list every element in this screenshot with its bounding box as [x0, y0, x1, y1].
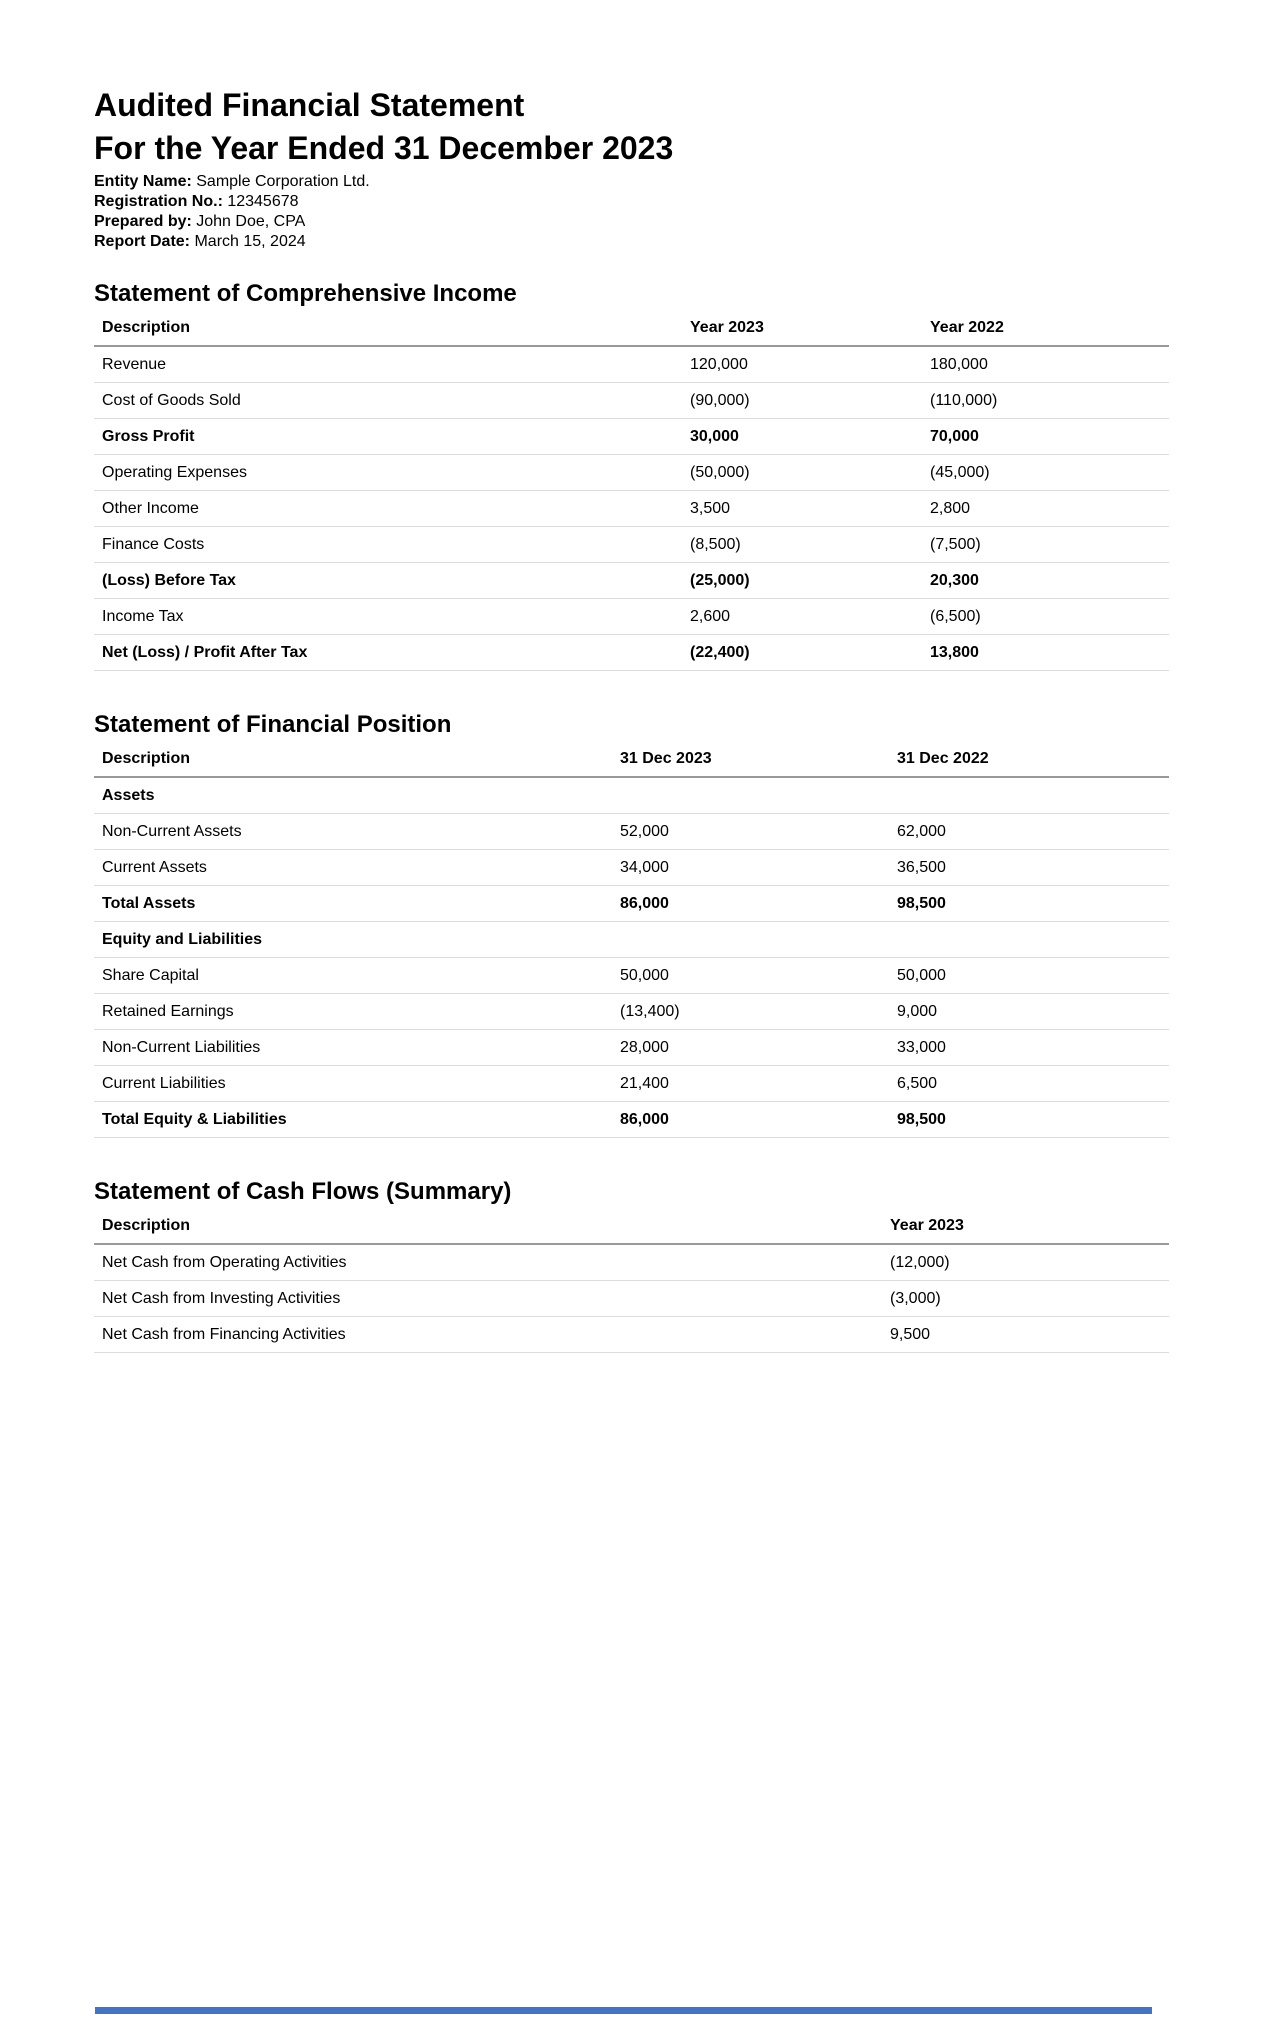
table-header-row	[94, 1208, 1169, 1244]
row-description: Assets	[94, 777, 620, 814]
row-value: 52,000	[620, 814, 897, 850]
column-header: Description	[94, 741, 620, 777]
row-value: (12,000)	[890, 1244, 1169, 1281]
row-description: Total Assets	[94, 886, 620, 922]
row-value: (7,500)	[930, 527, 1169, 563]
row-value: (6,500)	[930, 599, 1169, 635]
row-value: (45,000)	[930, 455, 1169, 491]
row-description: Total Equity & Liabilities	[94, 1102, 620, 1138]
table-row	[94, 886, 1169, 922]
row-value: 86,000	[620, 886, 897, 922]
row-description: Finance Costs	[94, 527, 690, 563]
row-value: (8,500)	[690, 527, 930, 563]
column-header: Year 2023	[890, 1208, 1169, 1244]
table-row	[94, 814, 1169, 850]
table-header-row	[94, 741, 1169, 777]
row-value: 62,000	[897, 814, 1169, 850]
row-description: Net Cash from Financing Activities	[94, 1317, 890, 1353]
row-value: (90,000)	[690, 383, 930, 419]
row-value: 50,000	[620, 958, 897, 994]
row-value: (110,000)	[930, 383, 1169, 419]
table-row	[94, 1317, 1169, 1353]
meta-line: Report Date: March 15, 2024	[94, 233, 306, 250]
table-row	[94, 850, 1169, 886]
row-value: 3,500	[690, 491, 930, 527]
row-value: 13,800	[930, 635, 1169, 671]
row-value: 34,000	[620, 850, 897, 886]
row-value: (13,400)	[620, 994, 897, 1030]
row-value: 6,500	[897, 1066, 1169, 1102]
row-value	[897, 922, 1169, 958]
page-title-line1: Audited Financial Statement	[94, 87, 525, 123]
table-row	[94, 346, 1169, 383]
section-heading: Statement of Cash Flows (Summary)	[94, 1178, 512, 1205]
column-header: 31 Dec 2022	[897, 741, 1169, 777]
table-row	[94, 635, 1169, 671]
row-description: Operating Expenses	[94, 455, 690, 491]
table-row	[94, 1102, 1169, 1138]
row-value: (22,400)	[690, 635, 930, 671]
row-description: Net Cash from Operating Activities	[94, 1244, 890, 1281]
financial-table	[94, 310, 1169, 671]
row-description: Net (Loss) / Profit After Tax	[94, 635, 690, 671]
row-value: 9,000	[897, 994, 1169, 1030]
column-header: Description	[94, 1208, 890, 1244]
row-description: Other Income	[94, 491, 690, 527]
row-value: 30,000	[690, 419, 930, 455]
row-description: Equity and Liabilities	[94, 922, 620, 958]
row-value	[897, 777, 1169, 814]
row-value: 9,500	[890, 1317, 1169, 1353]
table-row	[94, 455, 1169, 491]
table-header-row	[94, 310, 1169, 346]
table-row	[94, 527, 1169, 563]
row-value: 21,400	[620, 1066, 897, 1102]
row-description: Share Capital	[94, 958, 620, 994]
meta-line: Prepared by: John Doe, CPA	[94, 213, 306, 230]
section-heading: Statement of Comprehensive Income	[94, 280, 517, 307]
row-value: 33,000	[897, 1030, 1169, 1066]
row-value	[620, 922, 897, 958]
row-value	[620, 777, 897, 814]
table-row	[94, 491, 1169, 527]
row-description: Non-Current Liabilities	[94, 1030, 620, 1066]
meta-label: Report Date:	[94, 233, 191, 250]
financial-table	[94, 741, 1169, 1138]
column-header: Year 2023	[690, 310, 930, 346]
meta-label: Entity Name:	[94, 173, 192, 190]
financial-table	[94, 1208, 1169, 1353]
table-row	[94, 777, 1169, 814]
column-header: Description	[94, 310, 690, 346]
meta-label: Registration No.:	[94, 193, 223, 210]
table-row	[94, 922, 1169, 958]
table-row	[94, 1066, 1169, 1102]
row-value: 28,000	[620, 1030, 897, 1066]
row-value: (25,000)	[690, 563, 930, 599]
row-description: Net Cash from Investing Activities	[94, 1281, 890, 1317]
row-value: 50,000	[897, 958, 1169, 994]
column-header: 31 Dec 2023	[620, 741, 897, 777]
table-row	[94, 563, 1169, 599]
page-title-line2: For the Year Ended 31 December 2023	[94, 130, 674, 166]
table-row	[94, 994, 1169, 1030]
row-description: Income Tax	[94, 599, 690, 635]
row-value: 2,600	[690, 599, 930, 635]
table-row	[94, 419, 1169, 455]
row-value: 20,300	[930, 563, 1169, 599]
meta-label: Prepared by:	[94, 213, 192, 230]
row-description: Cost of Goods Sold	[94, 383, 690, 419]
column-header: Year 2022	[930, 310, 1169, 346]
row-value: 70,000	[930, 419, 1169, 455]
row-description: Current Assets	[94, 850, 620, 886]
sections	[94, 278, 1169, 1353]
table-row	[94, 958, 1169, 994]
row-description: Non-Current Assets	[94, 814, 620, 850]
section-heading: Statement of Financial Position	[94, 711, 452, 738]
row-value: 98,500	[897, 886, 1169, 922]
table-row	[94, 1281, 1169, 1317]
meta-line: Entity Name: Sample Corporation Ltd.	[94, 173, 370, 190]
row-value: (50,000)	[690, 455, 930, 491]
table-row	[94, 383, 1169, 419]
row-value: (3,000)	[890, 1281, 1169, 1317]
table-row	[94, 599, 1169, 635]
table-row	[94, 1030, 1169, 1066]
row-description: Current Liabilities	[94, 1066, 620, 1102]
row-description: Revenue	[94, 346, 690, 383]
row-description: Retained Earnings	[94, 994, 620, 1030]
row-value: 86,000	[620, 1102, 897, 1138]
report-meta	[94, 172, 1169, 252]
page-title	[94, 84, 1169, 170]
row-description: (Loss) Before Tax	[94, 563, 690, 599]
row-value: 36,500	[897, 850, 1169, 886]
meta-line: Registration No.: 12345678	[94, 193, 299, 210]
bottom-accent-bar	[95, 2007, 1152, 2014]
row-value: 98,500	[897, 1102, 1169, 1138]
table-row	[94, 1244, 1169, 1281]
row-value: 120,000	[690, 346, 930, 383]
row-description: Gross Profit	[94, 419, 690, 455]
row-value: 180,000	[930, 346, 1169, 383]
row-value: 2,800	[930, 491, 1169, 527]
